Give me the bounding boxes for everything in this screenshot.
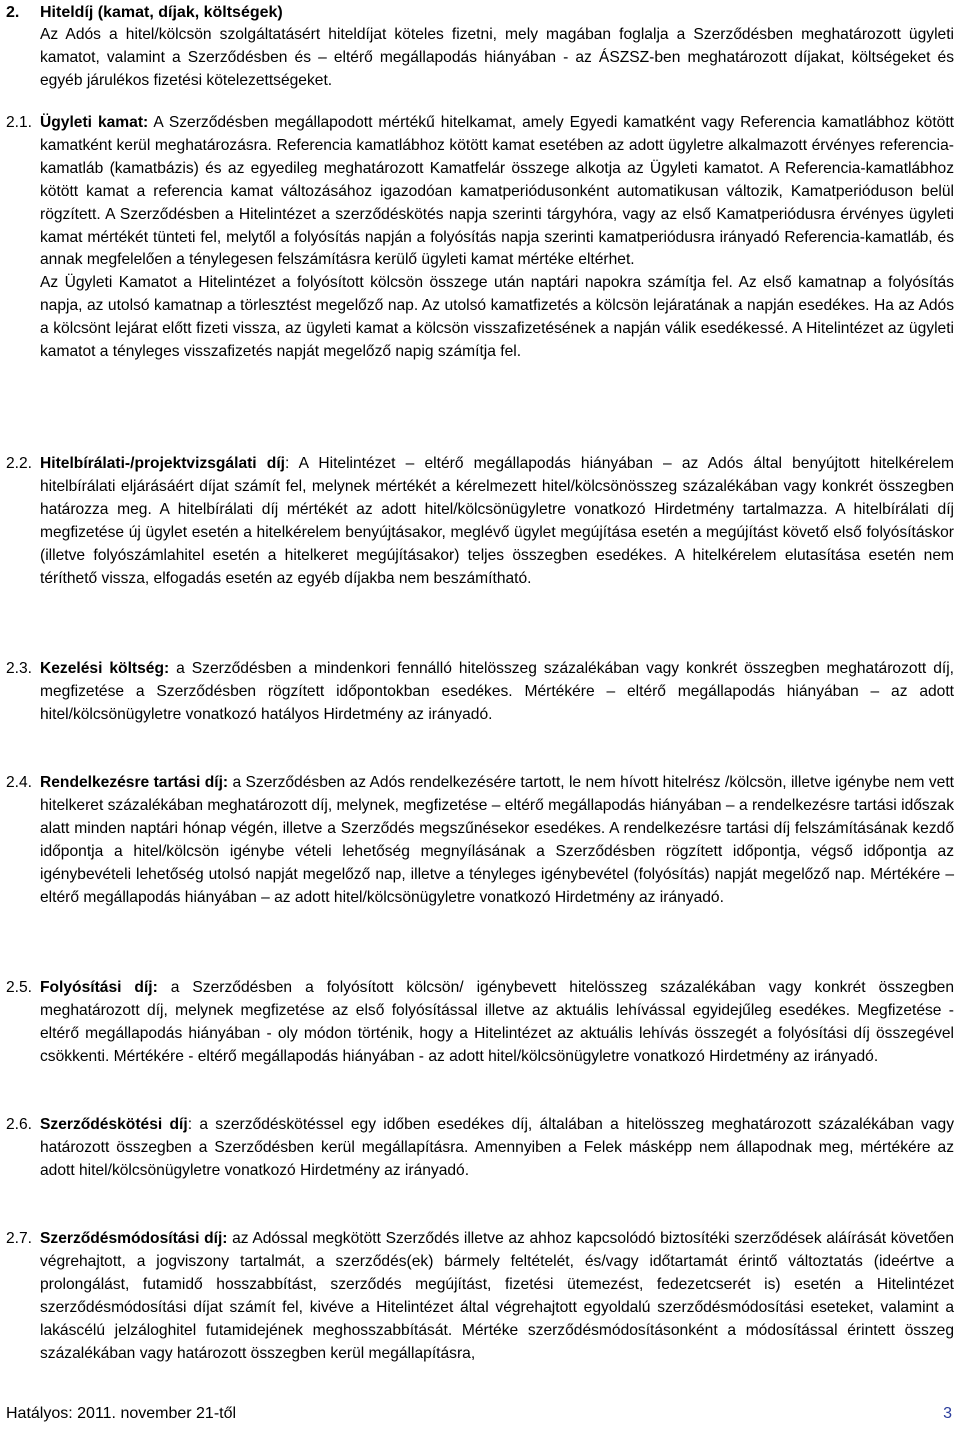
section-heading <box>6 2 283 24</box>
subsection-paragraph <box>40 1228 954 1365</box>
subsection-term: Kezelési költség: <box>40 660 170 677</box>
section-intro <box>40 24 954 93</box>
subsection-term: Szerződéskötési díj <box>40 1116 188 1133</box>
subsection-text: : A Hitelintézet – eltérő megállapodás hiányában – az Adós által benyújtott hitelkérelem hitelbírálati eljárásáért díjat számít fel, melynek mértékét a kérelmezett hitel/kölcsönösszeg százalékában vagy konkrét összegben határozza meg. A hitelbírálati díj mértékét az adott hitel/kölcsönügyletre vonatkozó Hirdetmény tartalmazza. A hitelbírálati díj megfizetése új ügylet esetén a hitelkérelem benyújtásakor, meglévő ügylet megújítása esetén a megújítást követő első folyósításkor (illetve folyószámlahitel esetén a hitelkeret megújításakor) teljes összegben esedékes. A hitelkérelem elutasítása esetén nem téríthető vissza, elfogadás esetén az egyéb díjakba nem beszámítható. <box>40 455 954 587</box>
subsection-paragraph <box>40 772 954 909</box>
subsection-number: 2.7. <box>6 1230 33 1247</box>
subsection-number: 2.6. <box>6 1116 33 1133</box>
section-number: 2. <box>6 4 20 21</box>
section-intro-text: Az Adós a hitel/kölcsön szolgáltatásért hiteldíjat köteles fizetni, mely magában foglalja a Szerződésben meghatározott ügyleti kamatot, valamint a Szerződésben és – eltérő megállapodás hiányában - az ÁSZSZ-ben meghatározott díjakat, költségeket és egyéb járulékos fizetési kötelezettségeket. <box>40 26 954 89</box>
subsection-text: A Szerződésben megállapodott mértékű hitelkamat, amely Egyedi kamatként vagy Referencia kamatlábhoz kötött kamatként kerül meghatározásra. Referencia kamatlábhoz kötött kamat esetében az adott ügyletre alkalmazott érvényes referencia-kamatláb (kamatbázis) és az egyedileg meghatározott Kamatfelár összege alkotja az Ügyleti kamatot. A Referencia-kamatlábhoz kötött kamat a referencia kamat változásához igazodóan kamatperiódusonként automatikusan változik, Kamatperióduson belül rögzített. A Szerződésben a Hitelintézet a szerződéskötés napja szerinti tárgyhóra, vagy az első Kamatperiódusra érvényes ügyleti kamat mértékét tünteti fel, melytől a folyósítás napján a folyósítás napja szerinti kamatperiódusra irányadó Referencia-kamatláb, és annak megfelelően a ténylegesen felszámításra kerülő ügyleti kamat mértéke eltérhet. <box>40 114 955 269</box>
subsection-2-5 <box>0 977 954 1069</box>
section-title: Hiteldíj (kamat, díjak, költségek) <box>40 4 283 21</box>
subsection-paragraph <box>40 1114 954 1183</box>
subsection-paragraph <box>40 112 954 272</box>
subsection-term: Ügyleti kamat: <box>40 114 149 131</box>
page-number: 3 <box>943 1405 952 1422</box>
subsection-text: a Szerződésben a folyósított kölcsön/ igénybevett hitelösszeg százalékában vagy konkrét összegben meghatározott díj, melynek megfizetése az első folyósítással illetve az aktuális lehívással egyidejűleg esedékes. Megfizetése - eltérő megállapodás hiányában - oly módon történik, hogy a Hitelintézet az aktuális lehívás összegét a folyósítási díj összegével csökkenti. Mértékére - eltérő megállapodás hiányában - az adott hitel/kölcsönügyletre vonatkozó Hirdetmény az irányadó. <box>40 979 955 1065</box>
subsection-term: Hitelbírálati-/projektvizsgálati díj <box>40 455 285 472</box>
subsection-2-3 <box>0 658 954 727</box>
subsection-number: 2.1. <box>6 114 33 131</box>
subsection-term: Folyósítási díj: <box>40 979 158 996</box>
subsection-2-6 <box>0 1114 954 1183</box>
subsection-paragraph: Az Ügyleti Kamatot a Hitelintézet a folyósított kölcsön összege után naptári napokra számítja fel. Az első kamatnap a folyósítás napja, az utolsó kamatnap a törlesztést megelőző nap. Az utolsó kamatfizetés a kölcsön lejáratának a napján esedékes. Ha az Adós a kölcsönt lejárat előtt fizeti vissza, az ügyleti kamat a kölcsön visszafizetésének a napján válik esedékessé. A Hitelintézet az ügyleti kamatot a tényleges visszafizetés napját megelőző napig számítja fel. <box>40 274 954 361</box>
subsection-term: Szerződésmódosítási díj: <box>40 1230 228 1247</box>
subsection-text: a Szerződésben a mindenkori fennálló hitelösszeg százalékában vagy konkrét összegben meghatározott díj, megfizetése a Szerződésben rögzített időpontokban esedékes. Mértékére – eltérő megállapodás hiányában – az adott hitel/kölcsönügyletre vonatkozó hatályos Hirdetmény az irányadó. <box>40 660 954 723</box>
subsection-number: 2.5. <box>6 979 33 996</box>
subsection-2-2 <box>0 453 954 590</box>
subsection-2-1 <box>0 112 954 364</box>
subsection-number: 2.4. <box>6 774 33 791</box>
subsection-paragraph <box>40 658 954 727</box>
subsection-term: Rendelkezésre tartási díj: <box>40 774 229 791</box>
subsection-paragraph <box>40 453 954 590</box>
footer-effective-date: Hatályos: 2011. november 21-től <box>6 1405 237 1422</box>
subsection-paragraph <box>40 977 954 1069</box>
subsection-text: az Adóssal megkötött Szerződés illetve az ahhoz kapcsolódó biztosítéki szerződések aláírását követően végrehajtott, a jogviszony tartalmát, a szerződés(ek) bármely feltételét, és/vagy időtartamát érintő változtatás (ideértve a prolongálást, futamidő hosszabbítást, szerződés megújítást, fizetési ütemezést, fedezetcserét is) esetén a Hitelintézet szerződésmódosítási díjat számít fel, kivéve a Hitelintézet által végrehajtott egyoldalú szerződésmódosítási eseteket, valamint a lakáscélú jelzáloghitel futamidejének meghosszabbítását. Mértéke szerződésmódosításonként a módosítással érintett összeg százalékában vagy határozott összegben kerül megállapításra, <box>40 1230 954 1362</box>
subsection-2-7 <box>0 1228 954 1365</box>
subsection-text: : a szerződéskötéssel egy időben esedékes díj, általában a hitelösszeg meghatározott százalékában vagy határozott összegben a Szerződésben kerül megállapításra. Amennyiben a Felek másképp nem állapodnak meg, mértékére az adott hitel/kölcsönügyletre vonatkozó Hirdetmény az irányadó. <box>40 1116 954 1179</box>
subsection-number: 2.2. <box>6 455 33 472</box>
subsection-number: 2.3. <box>6 660 33 677</box>
subsection-2-4 <box>0 772 954 909</box>
subsection-text: a Szerződésben az Adós rendelkezésére tartott, le nem hívott hitelrész /kölcsön, illetve igénybe nem vett hitelkeret százalékában meghatározott díj, melynek, megfizetése – eltérő megállapodás hiányában – a rendelkezésre tartási időszak alatt minden naptári hónap végén, illetve a Szerződés megszűnésekor esedékes. A rendelkezésre tartási díj felszámításának kezdő időpontja a hitel/kölcsön igénybe vételi lehetőség megnyílásának a Szerződésben rögzített időpontja, végső időpontja az igénybevételi lehetőség utolsó napját megelőző nap, illetve a tényleges igénybevétel (folyósítás) napját megelőző nap. Mértékére – eltérő megállapodás hiányában – az adott hitel/kölcsönügyletre vonatkozó Hirdetmény az irányadó. <box>40 774 954 906</box>
